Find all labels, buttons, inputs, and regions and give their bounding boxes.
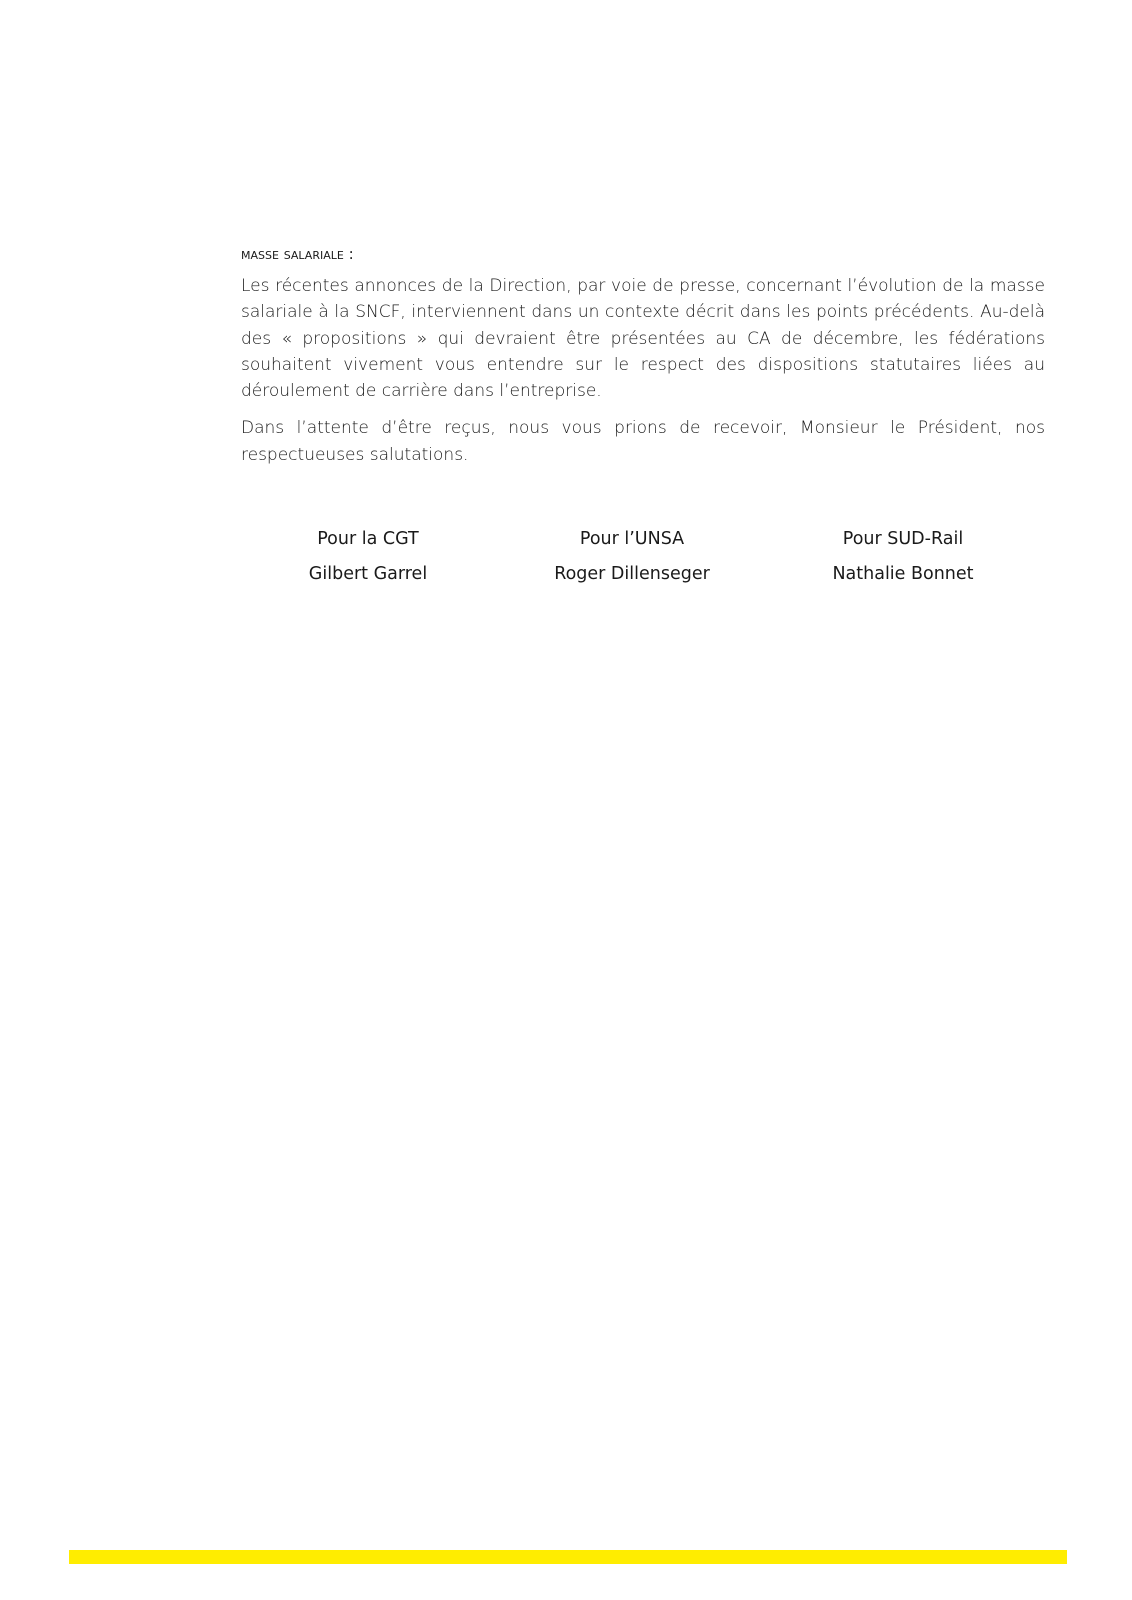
paragraph-closing: Dans l’attente d’être reçus, nous vous prions de recevoir, Monsieur le Président, nos respectueuses salutations. bbox=[241, 418, 1045, 465]
signature-name: Roger Dillenseger bbox=[554, 564, 710, 584]
paragraph-masse-salariale: Les récentes annonces de la Direction, par voie de presse, concernant l’évolution de la masse salariale à la SNCF, interviennent dans un contexte décrit dans les points précédents. Au-delà des « propositions » qui devraient être présentées au CA de décembre, les fédérations souhaitent vivement vous entendre sur le respect des dispositions statutaires liées au déroulement de carrière dans l’entreprise. bbox=[241, 276, 1045, 402]
signature-name: Nathalie Bonnet bbox=[832, 564, 974, 584]
signature-sud-rail bbox=[783, 529, 1023, 584]
letter-body bbox=[241, 244, 1045, 479]
signature-name: Gilbert Garrel bbox=[308, 564, 428, 584]
signature-org: Pour l’UNSA bbox=[579, 529, 685, 549]
signature-cgt bbox=[248, 529, 488, 584]
signature-org: Pour la CGT bbox=[317, 529, 419, 549]
signature-unsa bbox=[512, 529, 752, 584]
section-heading: masse salariale : bbox=[241, 245, 354, 263]
footer-yellow-bar bbox=[69, 1550, 1067, 1564]
signature-block bbox=[241, 529, 1045, 589]
signature-org: Pour SUD-Rail bbox=[842, 529, 964, 549]
